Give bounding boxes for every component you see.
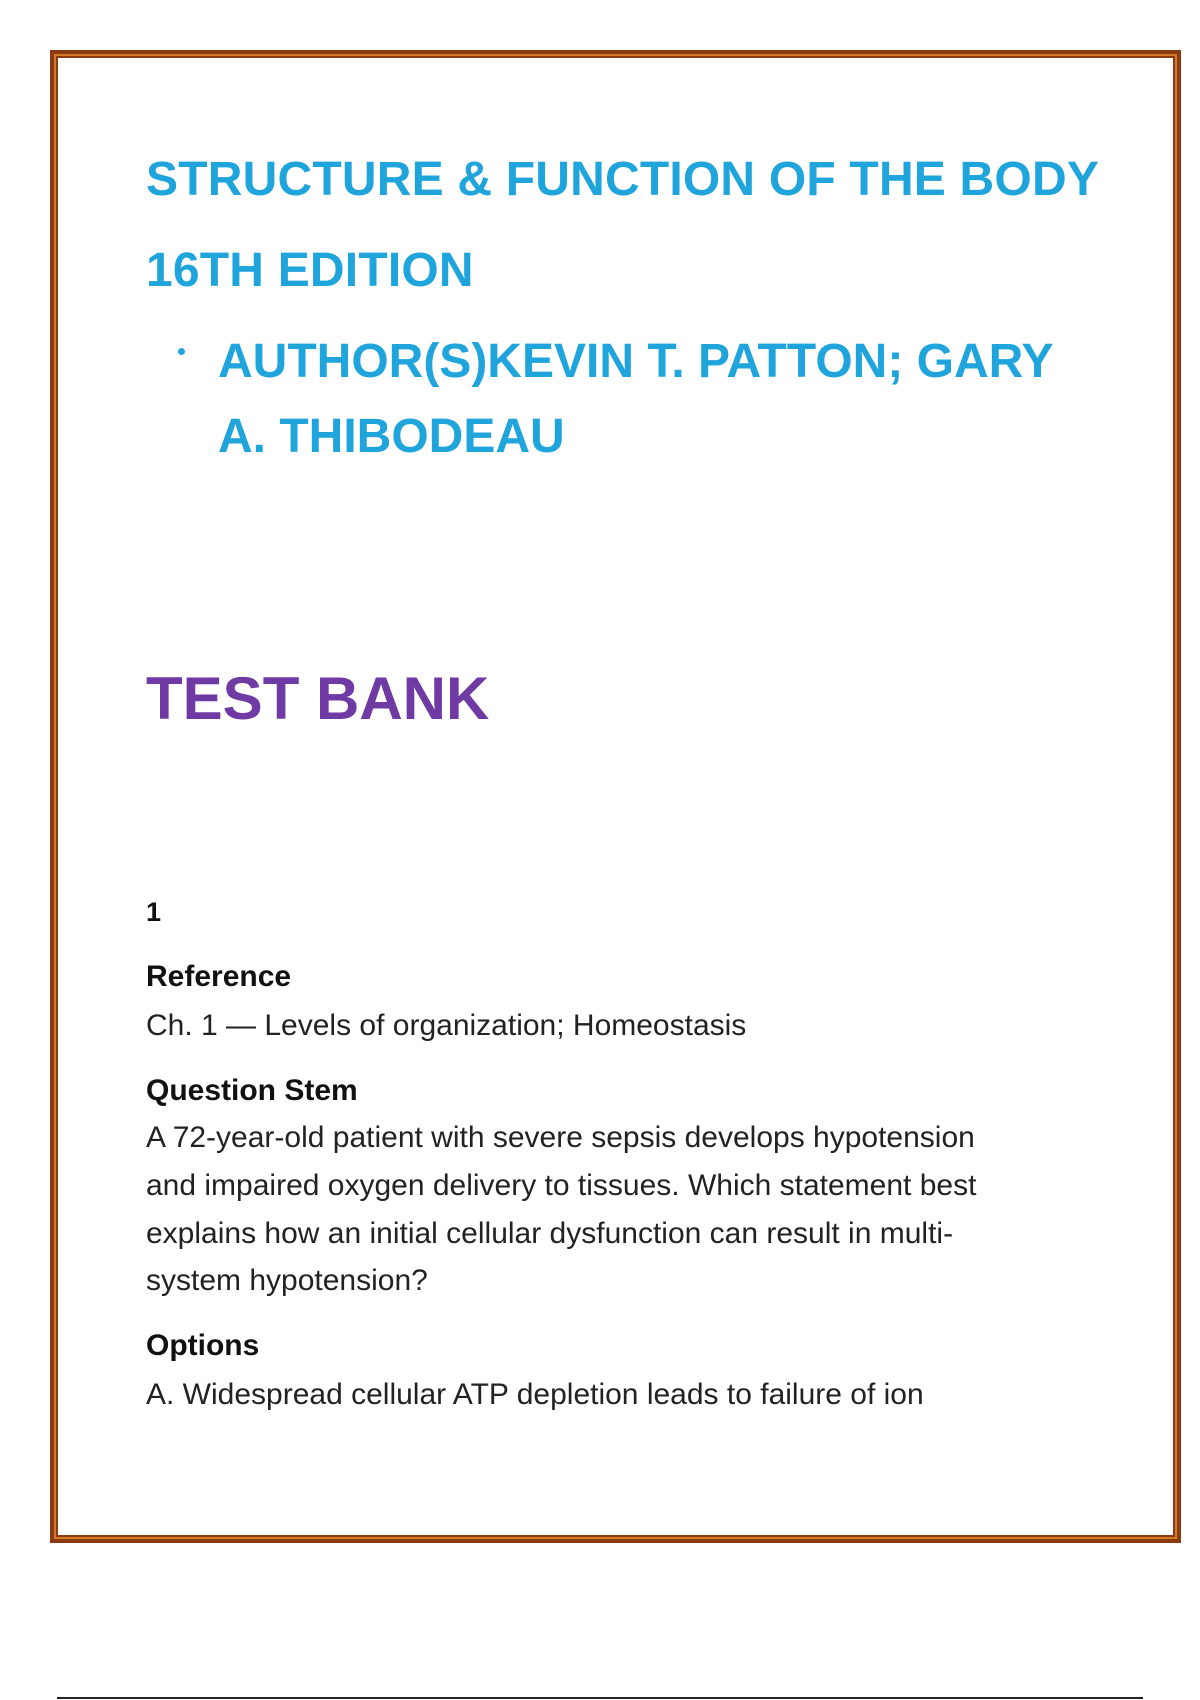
question-number: 1 bbox=[146, 897, 162, 927]
book-edition: 16TH EDITION bbox=[146, 244, 474, 297]
question-stem-label: Question Stem bbox=[146, 1074, 358, 1107]
footer-divider bbox=[57, 1697, 1143, 1699]
reference-label: Reference bbox=[146, 960, 292, 993]
question-stem-line: explains how an initial cellular dysfunction can result in multi- bbox=[146, 1217, 954, 1250]
author-line-2: A. THIBODEAU bbox=[218, 410, 565, 463]
question-stem-line: system hypotension? bbox=[146, 1264, 428, 1297]
bullet-icon bbox=[178, 348, 185, 355]
test-bank-heading: TEST BANK bbox=[146, 665, 490, 732]
author-line-1: AUTHOR(S)KEVIN T. PATTON; GARY bbox=[218, 335, 1054, 388]
book-title: STRUCTURE & FUNCTION OF THE BODY bbox=[146, 153, 1100, 206]
question-stem-line: and impaired oxygen delivery to tissues. Which statement best bbox=[146, 1169, 977, 1202]
option-a: A. Widespread cellular ATP depletion leads to failure of ion bbox=[146, 1378, 924, 1411]
options-label: Options bbox=[146, 1329, 260, 1362]
reference-text: Ch. 1 — Levels of organization; Homeostasis bbox=[146, 1009, 747, 1042]
question-stem-line: A 72-year-old patient with severe sepsis develops hypotension bbox=[146, 1121, 975, 1154]
